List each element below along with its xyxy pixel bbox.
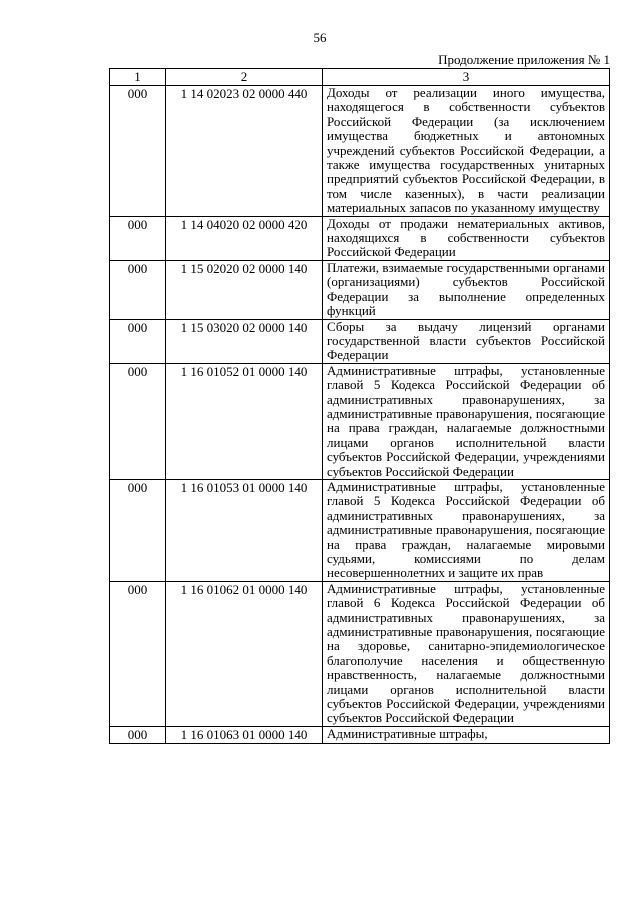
table-row [110, 479, 610, 581]
description-cell: Сборы за выдачу лицензий органами государственной власти субъектов Российской Федерации [323, 319, 610, 363]
table-row [110, 363, 610, 479]
column-header: 3 [323, 69, 610, 86]
description-cell: Административные штрафы, установленные главой 5 Кодекса Российской Федерации об административных правонарушениях, за административные правонарушения, посягающие на права граждан, налагаемые должностными лицами органов исполнительной власти субъектов Российской Федерации, учреждениями субъектов Российской Федерации [323, 363, 610, 479]
description-cell: Административные штрафы, установленные главой 6 Кодекса Российской Федерации об административных правонарушениях, за административные правонарушения, посягающие на здоровье, санитарно-эпидемиологическое благополучие населения и общественную нравственность, налагаемые должностными лицами органов исполнительной власти субъектов Российской Федерации, учреждениями субъектов Российской Федерации [323, 581, 610, 726]
revenue-codes-table [109, 68, 610, 744]
admin-code-cell: 000 [110, 260, 166, 319]
budget-code-cell: 1 16 01063 01 0000 140 [166, 726, 323, 743]
description-cell: Доходы от продажи нематериальных активов, находящихся в собственности субъектов Российской Федерации [323, 216, 610, 260]
admin-code-cell: 000 [110, 86, 166, 217]
budget-code-cell: 1 16 01052 01 0000 140 [166, 363, 323, 479]
table-header-row [110, 69, 610, 86]
admin-code-cell: 000 [110, 581, 166, 726]
table-row [110, 216, 610, 260]
budget-code-cell: 1 16 01062 01 0000 140 [166, 581, 323, 726]
budget-code-cell: 1 14 04020 02 0000 420 [166, 216, 323, 260]
description-cell: Административные штрафы, установленные главой 5 Кодекса Российской Федерации об административных правонарушениях, за административные правонарушения, посягающие на права граждан, налагаемые мировыми судьями, комиссиями по делам несовершеннолетних и защите их прав [323, 479, 610, 581]
page-number: 56 [313, 30, 327, 45]
description-cell: Платежи, взимаемые государственными органами (организациями) субъектов Российской Федерации за выполнение определенных функций [323, 260, 610, 319]
admin-code-cell: 000 [110, 216, 166, 260]
table-row [110, 726, 610, 743]
budget-code-cell: 1 15 03020 02 0000 140 [166, 319, 323, 363]
budget-code-cell: 1 16 01053 01 0000 140 [166, 479, 323, 581]
budget-code-cell: 1 15 02020 02 0000 140 [166, 260, 323, 319]
admin-code-cell: 000 [110, 363, 166, 479]
table-row [110, 581, 610, 726]
table-row [110, 319, 610, 363]
table-row [110, 260, 610, 319]
table-row [110, 86, 610, 217]
description-cell: Административные штрафы, [323, 726, 610, 743]
appendix-continuation-note: Продолжение приложения № 1 [438, 52, 610, 67]
admin-code-cell: 000 [110, 319, 166, 363]
column-header: 2 [166, 69, 323, 86]
admin-code-cell: 000 [110, 726, 166, 743]
admin-code-cell: 000 [110, 479, 166, 581]
budget-code-cell: 1 14 02023 02 0000 440 [166, 86, 323, 217]
column-header: 1 [110, 69, 166, 86]
description-cell: Доходы от реализации иного имущества, находящегося в собственности субъектов Российской Федерации (за исключением имущества бюджетных и автономных учреждений субъектов Российской Федерации, а также имущества государственных унитарных предприятий субъектов Российской Федерации, в том числе казенных), в части реализации материальных запасов по указанному имуществу [323, 86, 610, 217]
